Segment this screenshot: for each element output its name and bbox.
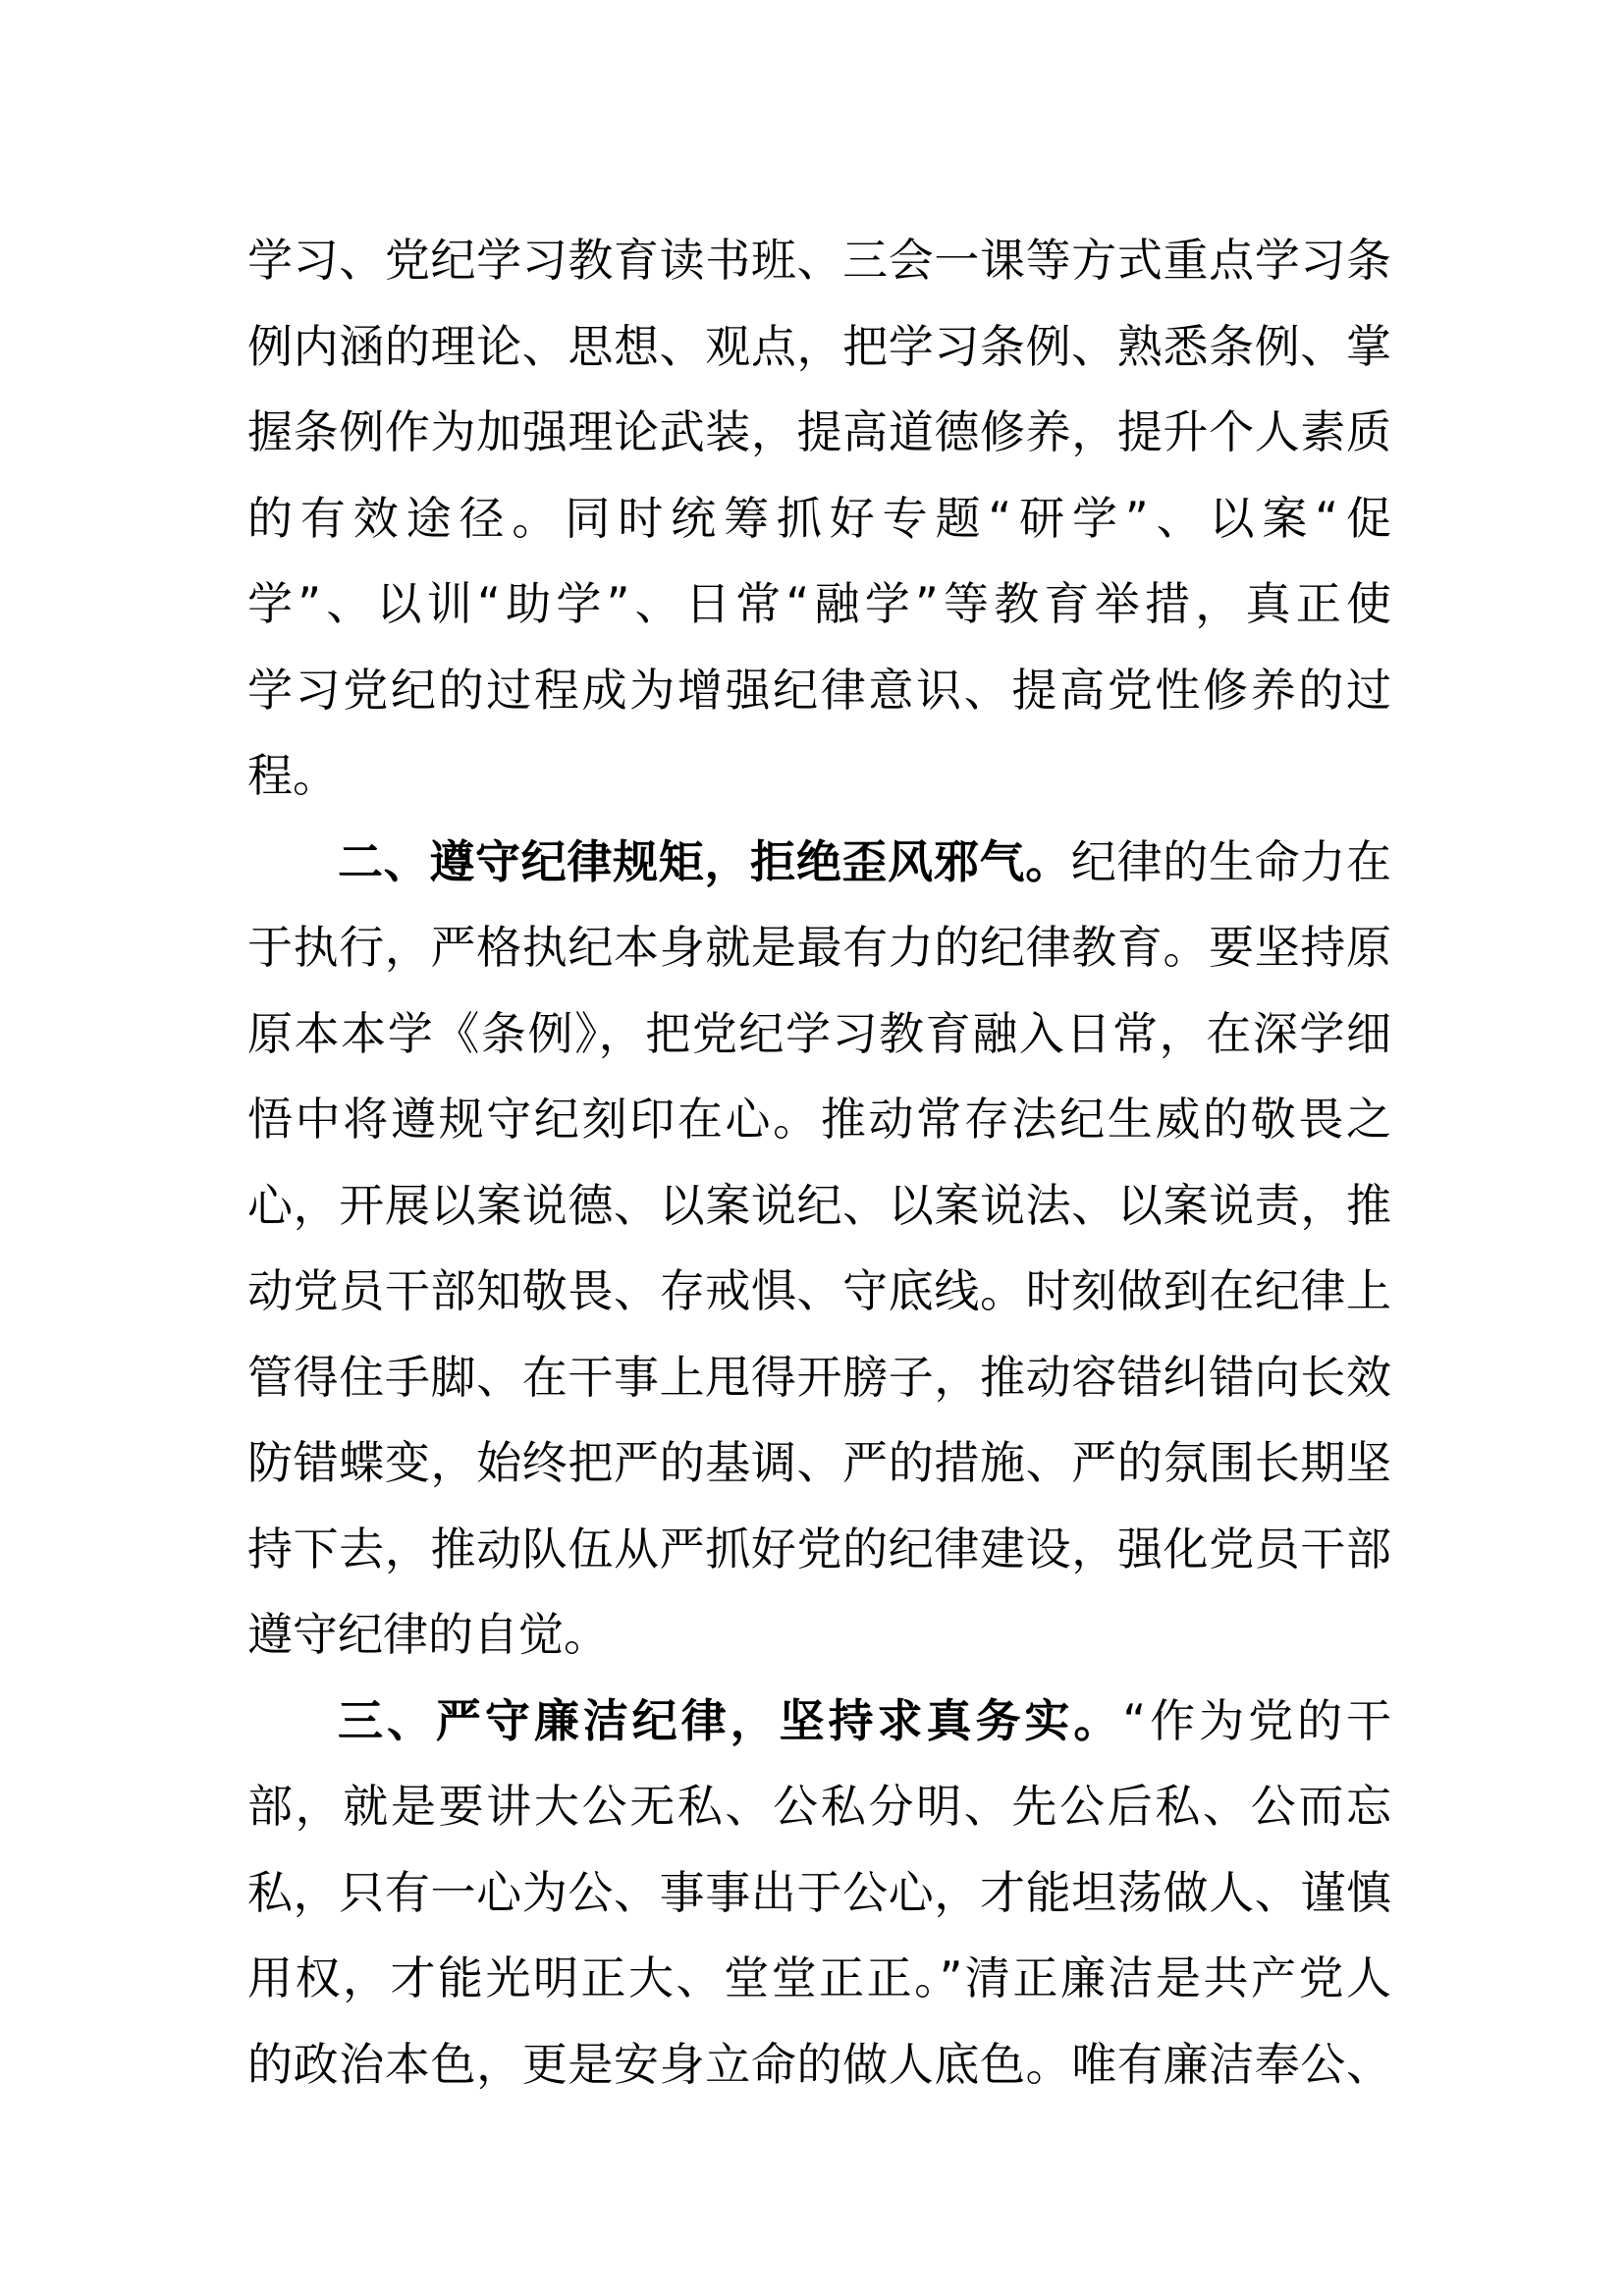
paragraph-2-line: 持下去，推动队伍从严抓好党的纪律建设，强化党员干部 <box>247 1522 1391 1575</box>
paragraph-3-line: 部，就是要讲大公无私、公私分明、先公后私、公而忘 <box>247 1780 1391 1833</box>
paragraph-1-line: 的有效途径。同时统筹抓好专题“研学”、以案“促 <box>247 491 1391 545</box>
document-body <box>247 218 1391 2108</box>
paragraph-3-line: 用权，才能光明正大、堂堂正正。”清正廉洁是共产党人 <box>247 1951 1391 2004</box>
section-heading-2: 二、遵守纪律规矩，拒绝歪风邪气。 <box>338 834 1071 888</box>
paragraph-2-line: 心，开展以案说德、以案说纪、以案说法、以案说责，推 <box>247 1178 1391 1232</box>
paragraph-2-line: 于执行，严格执纪本身就是最有力的纪律教育。要坚持原 <box>247 921 1391 974</box>
paragraph-2-first-line <box>247 820 1391 906</box>
paragraph-1-line: 握条例作为加强理论武装，提高道德修养，提升个人素质 <box>247 405 1391 458</box>
paragraph-3-line: 私，只有一心为公、事事出于公心，才能坦荡做人、谨慎 <box>247 1865 1391 1919</box>
paragraph-2-line: 原本本学《条例》，把党纪学习教育融入日常，在深学细 <box>247 1006 1391 1060</box>
paragraph-2 <box>247 820 1391 1679</box>
paragraph-3-line: 的政治本色，更是安身立命的做人底色。唯有廉洁奉公、 <box>247 2037 1391 2091</box>
paragraph-2-line: 遵守纪律的自觉。 <box>247 1608 609 1661</box>
paragraph-2-line: 管得住手脚、在干事上甩得开膀子，推动容错纠错向长效 <box>247 1350 1391 1404</box>
paragraph-1-line: 学”、以训“助学”、日常“融学”等教育举措，真正使 <box>247 577 1391 630</box>
paragraph-3-first-line <box>247 1679 1391 1765</box>
paragraph-2-line: 悟中将遵规守纪刻印在心。推动常存法纪生威的敬畏之 <box>247 1093 1391 1146</box>
paragraph-1-line: 学习、党纪学习教育读书班、三会一课等方式重点学习条 <box>247 234 1391 287</box>
paragraph-1-line: 学习党纪的过程成为增强纪律意识、提高党性修养的过 <box>247 663 1391 717</box>
paragraph-2-line: 动党员干部知敬畏、存戒惧、守底线。时刻做到在纪律上 <box>247 1264 1391 1317</box>
section-heading-3: 三、严守廉洁纪律，坚持求真务实。 <box>338 1693 1123 1747</box>
paragraph-3-first-line-text: “作为党的干 <box>1122 1693 1391 1747</box>
paragraph-1-line: 例内涵的理论、思想、观点，把学习条例、熟悉条例、掌 <box>247 319 1391 373</box>
paragraph-1-line: 程。 <box>247 749 338 802</box>
paragraph-3 <box>247 1679 1391 2109</box>
paragraph-2-line: 防错蝶变，始终把严的基调、严的措施、严的氛围长期坚 <box>247 1436 1391 1489</box>
paragraph-2-first-line-text: 纪律的生命力在 <box>1070 834 1392 888</box>
paragraph-1 <box>247 218 1391 820</box>
